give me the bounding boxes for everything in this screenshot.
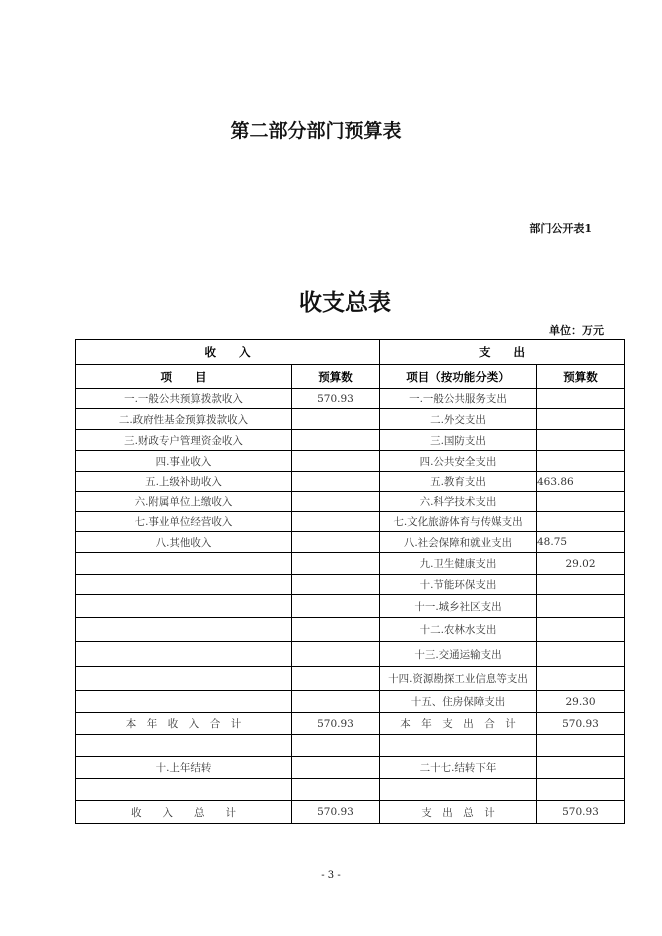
expense-value — [537, 757, 625, 779]
income-item — [76, 618, 292, 642]
table-row — [76, 451, 625, 472]
income-value — [292, 430, 380, 451]
table-row — [76, 779, 625, 801]
table-row — [76, 472, 625, 492]
expense-item: 十三.交通运输支出 — [380, 642, 537, 667]
table-row — [76, 553, 625, 575]
expense-item: 七.文化旅游体育与传媒支出 — [380, 512, 537, 532]
income-item: 收 入 总 计 — [76, 801, 292, 824]
table-tag: 部门公开表1 — [529, 222, 592, 235]
expense-item: 十五、住房保障支出 — [380, 691, 537, 713]
income-value — [292, 553, 380, 575]
expense-value — [537, 779, 625, 801]
income-item: 八.其他收入 — [76, 532, 292, 553]
expense-value — [537, 575, 625, 595]
header-row — [76, 340, 625, 365]
expense-header: 支 出 — [380, 340, 625, 365]
expense-item — [380, 735, 537, 757]
income-item — [76, 735, 292, 757]
expense-item: 支 出 总 计 — [380, 801, 537, 824]
income-item: 本 年 收 入 合 计 — [76, 713, 292, 735]
expense-item: 十二.农林水支出 — [380, 618, 537, 642]
expense-item: 二.外交支出 — [380, 409, 537, 430]
expense-item: 十四.资源勘探工业信息等支出 — [380, 667, 537, 691]
func-item-header: 项目（按功能分类） — [380, 365, 537, 389]
expense-item: 九.卫生健康支出 — [380, 553, 537, 575]
income-value — [292, 409, 380, 430]
expense-item: 本 年 支 出 合 计 — [380, 713, 537, 735]
expense-value: 570.93 — [537, 713, 625, 735]
table-row — [76, 757, 625, 779]
income-value — [292, 779, 380, 801]
expense-value — [537, 667, 625, 691]
income-item: 三.财政专户管理资金收入 — [76, 430, 292, 451]
expense-value — [537, 642, 625, 667]
subheader-row — [76, 365, 625, 389]
expense-value: 48.75 — [537, 532, 625, 553]
budget-summary-table — [75, 339, 625, 824]
expense-value — [537, 409, 625, 430]
table-row — [76, 801, 625, 824]
income-item: 七.事业单位经营收入 — [76, 512, 292, 532]
income-item: 十.上年结转 — [76, 757, 292, 779]
income-value: 570.93 — [292, 801, 380, 824]
expense-item: 三.国防支出 — [380, 430, 537, 451]
expense-value — [537, 389, 625, 409]
income-item: 二.政府性基金预算拨款收入 — [76, 409, 292, 430]
income-item: 一.一般公共预算拨款收入 — [76, 389, 292, 409]
income-value: 570.93 — [292, 713, 380, 735]
income-item: 四.事业收入 — [76, 451, 292, 472]
table-row — [76, 389, 625, 409]
income-item — [76, 575, 292, 595]
item-header: 项 目 — [76, 365, 292, 389]
table-row — [76, 667, 625, 691]
table-title: 收支总表 — [299, 289, 391, 316]
expense-value: 463.86 — [537, 472, 625, 492]
expense-value: 29.30 — [537, 691, 625, 713]
table-row — [76, 735, 625, 757]
table-row — [76, 642, 625, 667]
income-value — [292, 618, 380, 642]
income-value — [292, 735, 380, 757]
expense-value — [537, 451, 625, 472]
expense-item: 二十七.结转下年 — [380, 757, 537, 779]
table-row — [76, 575, 625, 595]
income-value — [292, 595, 380, 618]
table-row — [76, 409, 625, 430]
expense-item: 六.科学技术支出 — [380, 492, 537, 512]
income-value — [292, 667, 380, 691]
expense-value — [537, 430, 625, 451]
expense-value — [537, 492, 625, 512]
expense-item: 四.公共安全支出 — [380, 451, 537, 472]
income-item — [76, 553, 292, 575]
expense-item: 十.节能环保支出 — [380, 575, 537, 595]
budget-header: 预算数 — [292, 365, 380, 389]
table-row — [76, 618, 625, 642]
expense-item: 八.社会保障和就业支出 — [380, 532, 537, 553]
expense-value — [537, 595, 625, 618]
table-row — [76, 512, 625, 532]
income-value — [292, 451, 380, 472]
table-row — [76, 492, 625, 512]
expense-value — [537, 618, 625, 642]
income-value — [292, 757, 380, 779]
table-row — [76, 532, 625, 553]
expense-value: 29.02 — [537, 553, 625, 575]
income-item — [76, 779, 292, 801]
income-value — [292, 532, 380, 553]
unit-label: 单位：万元 — [549, 324, 604, 337]
income-item: 五.上级补助收入 — [76, 472, 292, 492]
income-item — [76, 595, 292, 618]
income-value — [292, 575, 380, 595]
expense-item: 一.一般公共服务支出 — [380, 389, 537, 409]
income-item — [76, 642, 292, 667]
table-row — [76, 430, 625, 451]
expense-value — [537, 512, 625, 532]
income-value — [292, 642, 380, 667]
income-value — [292, 691, 380, 713]
income-value — [292, 492, 380, 512]
expense-item — [380, 779, 537, 801]
table-row — [76, 691, 625, 713]
table-row — [76, 713, 625, 735]
expense-value — [537, 735, 625, 757]
income-value — [292, 512, 380, 532]
expense-item: 五.教育支出 — [380, 472, 537, 492]
income-value — [292, 472, 380, 492]
income-item — [76, 691, 292, 713]
part-title: 第二部分部门预算表 — [230, 120, 402, 142]
income-value: 570.93 — [292, 389, 380, 409]
expense-value: 570.93 — [537, 801, 625, 824]
income-item: 六.附属单位上缴收入 — [76, 492, 292, 512]
income-header: 收 入 — [76, 340, 380, 365]
table-row — [76, 595, 625, 618]
expense-item: 十一.城乡社区支出 — [380, 595, 537, 618]
budget2-header: 预算数 — [537, 365, 625, 389]
income-item — [76, 667, 292, 691]
page-number: - 3 - — [321, 870, 341, 881]
